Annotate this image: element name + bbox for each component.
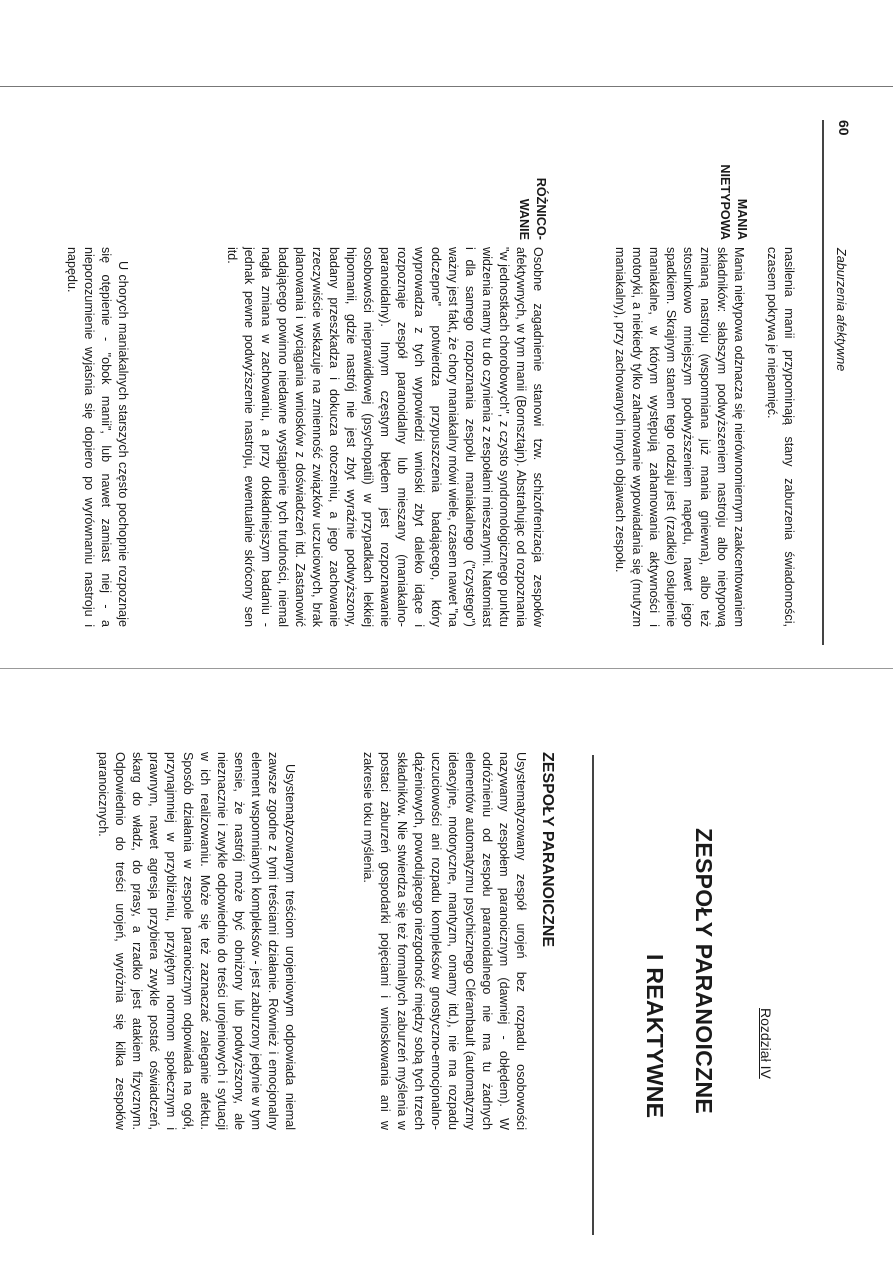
intro-paragraph [763, 247, 797, 627]
middle-scan-rule [0, 668, 893, 669]
mania-label-line-1: MANIA [735, 198, 749, 240]
chapter-rule [592, 755, 594, 1235]
chapter-title-line-1: ZESPOŁY PARANOICZNE [691, 828, 717, 1114]
mania-paragraph [611, 247, 747, 627]
bottom-text-1: Usystematyzowany zespół urojeń bez rozpadu osobowości nazywamy zespołem paranoicznym (dawniej - obłędem). W odróżnieniu od zespołu paranoidalnego nie ma tu żadnych elementów automatyzmu psychicznego Clérambault (automatyzmy ideacyjne, motoryczne, mantyzm, omamy itd.), nie ma rozpadu uczuciowości ani rozpadu kompleksów gnostyczno-emocjonalno-dążeniowych, powodującego niezgodność między sobą tych trzech składników. Nie stwierdza się też formalnych zaburzeń myślenia w postaci zaburzeń gospodarki pojęciami i wnioskowania ani w zakresie toku myślenia. [361, 752, 528, 1130]
chapter-title-line-2: I REAKTYWNE [642, 954, 668, 1119]
roznicowanie-label-line-2: WANIE [517, 198, 531, 240]
roznicowanie-label [515, 150, 549, 240]
header-rule [822, 120, 824, 645]
section-heading: ZESPOŁY PARANOICZNE [539, 752, 556, 947]
top-scan-rule [0, 86, 893, 87]
mania-label-line-2: NIETYPOWA [718, 164, 732, 240]
roznicowanie-paragraph [223, 247, 546, 627]
bottom-text-2: Usystematyzowanym treściom urojeniowym odpowiada niemal zawsze zgodne z tymi treściami działanie. Również i emocjonalny element wspomnianych kompleksów - jest zaburzony jedynie w tym sensie, że nastrój może być obniżony lub podwyższony, ale nieznacznie i zwykle odpowiednio do treści urojeniowych i sytuacji w ich realizowaniu. Może się też zaznaczać zaleganie afektu. Sposób działania w zespole paranoicznym odpowiada na ogół, przynajmniej w przybliżeniu, przyjętym normom społecznym i prawnym, nawet agresja przybiera zwykle postać oświadczeń, skarg do władz, do prasy, a rzadko jest atakiem fizycznym. Odpowiednio do treści urojeń, wyróżnia się kilka zespołów paranoicznych. [96, 752, 297, 1130]
roznicowanie-label-line-1: RÓŻNICO- [534, 177, 548, 240]
bottom-paragraph-1 [359, 752, 529, 1130]
roznicowanie-text-2: U chorych maniakalnych starszych często pochopnie rozpoznaje się otępienie - "obok manii", lub nawet zamiast niej - a nieporozumienie wyjaśnia się dopiero po wyrównaniu nastroju i napędu. [65, 247, 130, 627]
mania-text: Mania nietypowa odznacza się nierównomiernym zaakcentowaniem składników: słabszym podwyższeniem nastroju albo nietypową zmianą nastroju (wspomniana już mania gniewna), albo też stosunkowo mniejszym podwyższeniem napędu, nawet jego spadkiem. Skrajnym stanem tego rodzaju jest (rzadkie) osłupienie maniakalne, w którym występują zahamowania aktywności i motoryki, a niekiedy tylko zahamowanie wypowiadania się (mutyzm maniakalny), przy zachowanych innych objawach zespołu. [613, 247, 746, 627]
running-header: Zaburzenia afektywne [834, 248, 848, 372]
mania-label [716, 150, 750, 240]
roznicowanie-paragraph-2 [63, 247, 131, 627]
chapter-label: Rozdział IV [758, 1008, 774, 1079]
page-number: 60 [836, 120, 852, 136]
bottom-paragraph-2 [94, 752, 298, 1130]
intro-text: nasilenia manii przypominają stany zaburzenia świadomości, czasem pokrywa je niepamięć. [765, 247, 796, 627]
roznicowanie-text: Osobne zagadnienie stanowi tzw. schizofrenizacja zespołów afektywnych, w tym manii (Bornsztajn). Abstrahując od rozpoznania "w jednostkach chorobowych", z czysto syndromologicznego punktu widzenia mamy tu do czynienia z zespołami mieszanymi. Natomiast i dla samego rozpoznania zespołu maniakalnego ("czystego") ważny jest fakt, że chory maniakalny mówi wiele, czasem nawet "na odczepne" potwierdza przypuszczenia badającego, który wyprowadza z tych wypowiedzi wnioski zbyt daleko idące i rozpoznaje zespół paranoidalny lub mieszany (maniakalno-paranoidalny). Innym częstym błędem jest rozpoznawanie osobowości nieprawidłowej (psychopatii) w przypadkach lekkiej hipomanii, gdzie nastrój nie jest zbyt wyraźnie podwyższony, badany przeszkadza i dokucza otoczeniu, a jego zachowanie rzeczywiście wskazuje na zmienność związków uczuciowych, brak planowania i wyciągania wniosków z doświadczeń itd. Zastanowić badającego powinno niedawne wystąpienie tych trudności, niemal nagła zmiana w zachowaniu, a przy dokładniejszym badaniu - jednak pewne podwyższenie nastroju, ewentualnie skrócony sen itd. [225, 247, 545, 627]
